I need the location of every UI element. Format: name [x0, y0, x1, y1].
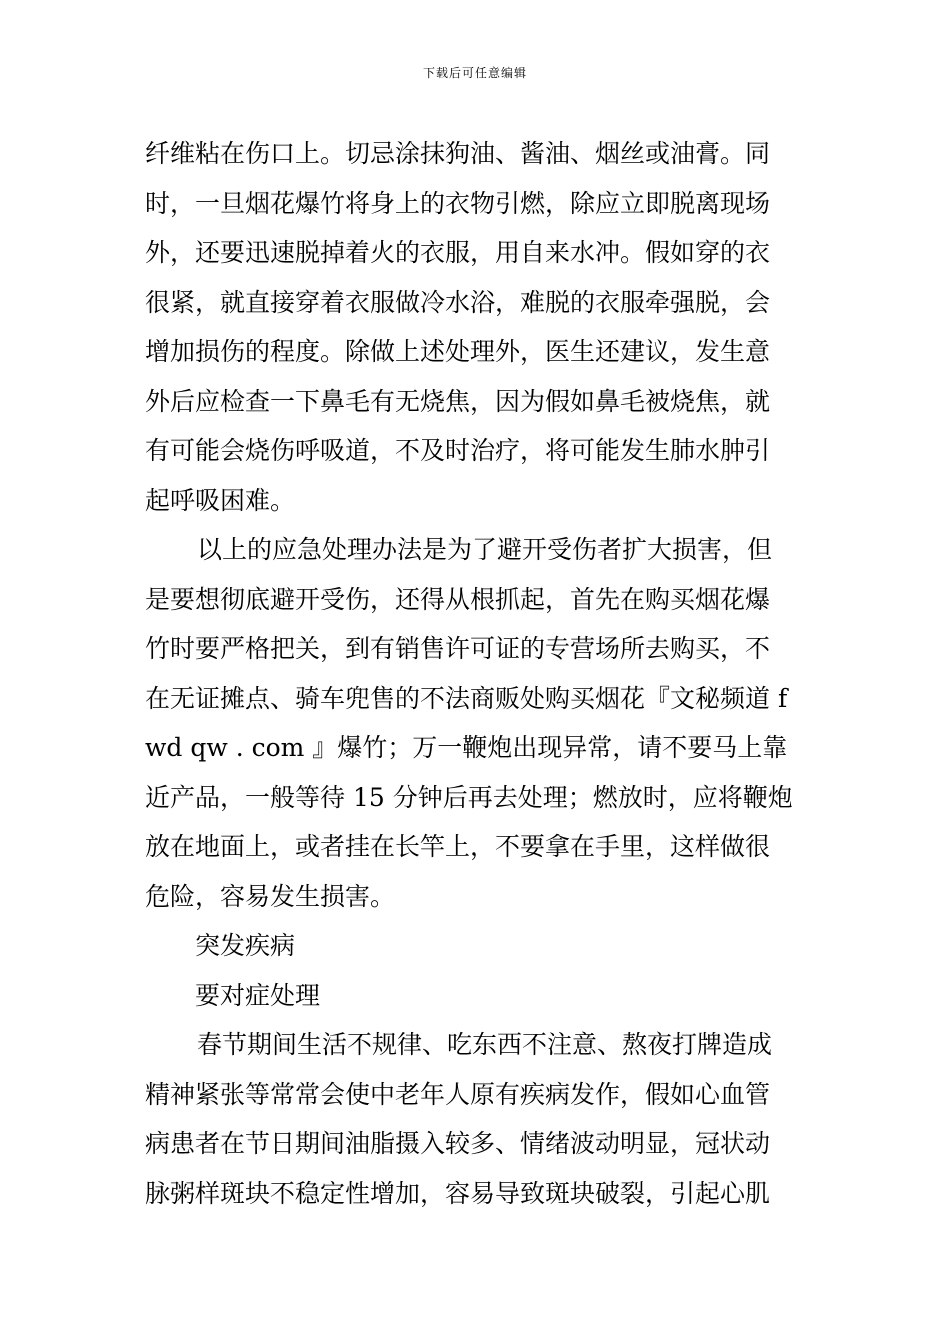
text-line: 在无证摊点、骑车兜售的不法商贩处购买烟花『文秘频道 f: [145, 683, 788, 713]
paragraph-first-line: 以上的应急处理办法是为了避开受伤者扩大损害，但: [197, 535, 773, 564]
text-line: 是要想彻底避开受伤，还得从根抓起，首先在购买烟花爆: [145, 584, 771, 614]
text-line: 精神紧张等常常会使中老年人原有疾病发作，假如心血管: [145, 1079, 771, 1109]
section-heading: 突发疾病: [195, 931, 296, 960]
page-header: 下载后可任意编辑: [422, 66, 527, 80]
text-line: 起呼吸困难。: [145, 485, 296, 515]
text-line: 增加损伤的程度。除做上述处理外，医生还建议，发生意: [145, 337, 771, 366]
text-line: 近产品，一般等待 15 分钟后再去处理；燃放时，应将鞭炮: [145, 782, 793, 812]
text-line: 外后应检查一下鼻毛有无烧焦，因为假如鼻毛被烧焦，就: [145, 386, 771, 416]
section-subheading: 要对症处理: [195, 980, 321, 1010]
paragraph-first-line: 春节期间生活不规律、吃东西不注意、熬夜打牌造成: [197, 1030, 773, 1059]
text-line: 脉粥样斑块不稳定性增加，容易导致斑块破裂，引起心肌: [145, 1178, 771, 1208]
text-line: 放在地面上，或者挂在长竿上，不要拿在手里，这样做很: [145, 832, 771, 861]
text-line: 竹时要严格把关，到有销售许可证的专营场所去购买，不: [145, 634, 771, 663]
text-line: 很紧，就直接穿着衣服做冷水浴，难脱的衣服牵强脱，会: [145, 287, 771, 317]
text-line: 病患者在节日期间油脂摄入较多、情绪波动明显，冠状动: [145, 1129, 771, 1158]
document-body: [145, 129, 810, 1218]
text-line: 时，一旦烟花爆竹将身上的衣物引燃，除应立即脱离现场: [145, 188, 771, 218]
text-line: 纤维粘在伤口上。切忌涂抹狗油、酱油、烟丝或油膏。同: [145, 139, 771, 168]
text-line: 有可能会烧伤呼吸道，不及时治疗，将可能发生肺水肿引: [145, 436, 771, 465]
text-line: 外，还要迅速脱掉着火的衣服，用自来水冲。假如穿的衣: [145, 238, 771, 267]
text-line: 危险，容易发生损害。: [145, 881, 396, 911]
text-line: wd qw . com 』爆竹；万一鞭炮出现异常，请不要马上靠: [145, 733, 788, 762]
